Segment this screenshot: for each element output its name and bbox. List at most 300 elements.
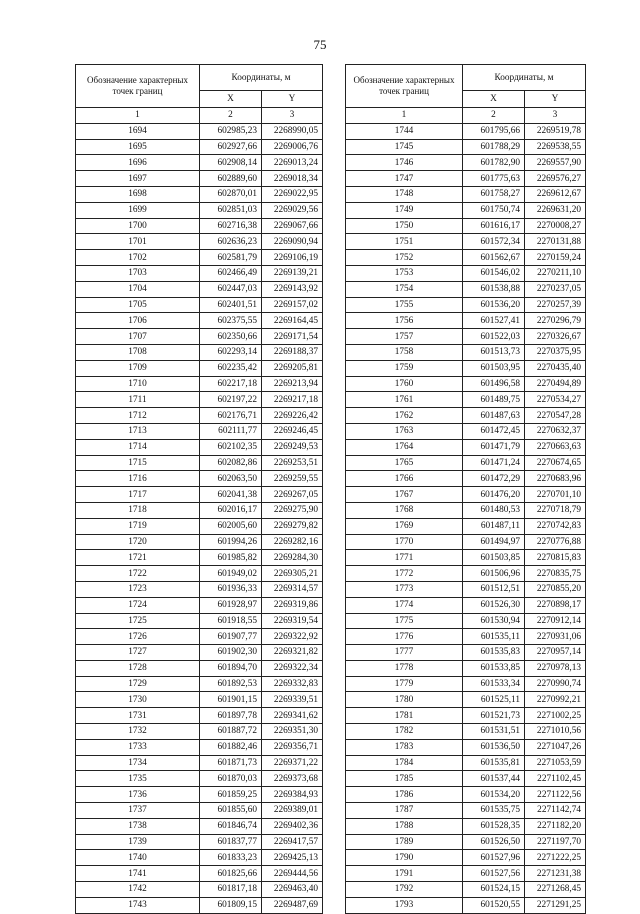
table-row (76, 534, 323, 550)
x-coordinate-cell: 601524,15 (463, 882, 525, 898)
point-id-cell: 1706 (76, 313, 200, 329)
point-id-cell: 1708 (76, 344, 200, 360)
point-id-cell: 1792 (346, 882, 463, 898)
y-coordinate-cell: 2270957,14 (525, 645, 586, 661)
point-id-cell: 1709 (76, 360, 200, 376)
x-coordinate-cell: 602082,86 (200, 455, 262, 471)
point-id-cell: 1720 (76, 534, 200, 550)
table-row (346, 439, 586, 455)
x-coordinate-cell: 601503,85 (463, 550, 525, 566)
table-row (346, 360, 586, 376)
table-row (76, 708, 323, 724)
point-id-cell: 1714 (76, 439, 200, 455)
y-coordinate-cell: 2269341,62 (262, 708, 323, 724)
x-coordinate-cell: 602176,71 (200, 408, 262, 424)
y-coordinate-cell: 2269417,57 (262, 834, 323, 850)
point-id-cell: 1727 (76, 645, 200, 661)
x-coordinate-cell: 601809,15 (200, 897, 262, 913)
table-row (76, 202, 323, 218)
y-coordinate-cell: 2271102,45 (525, 771, 586, 787)
x-coordinate-cell: 601825,66 (200, 866, 262, 882)
point-id-cell: 1695 (76, 139, 200, 155)
table-row (346, 803, 586, 819)
table-row (346, 629, 586, 645)
table-row (346, 265, 586, 281)
y-coordinate-cell: 2270855,20 (525, 581, 586, 597)
table-row (76, 897, 323, 913)
point-id-cell: 1771 (346, 550, 463, 566)
table-row (346, 234, 586, 250)
table-row (76, 866, 323, 882)
table-row (76, 218, 323, 234)
table-row (346, 155, 586, 171)
x-coordinate-cell: 601538,88 (463, 281, 525, 297)
x-coordinate-cell: 602111,77 (200, 423, 262, 439)
point-id-cell: 1748 (346, 186, 463, 202)
table-row (76, 234, 323, 250)
point-id-cell: 1715 (76, 455, 200, 471)
x-coordinate-cell: 601494,97 (463, 534, 525, 550)
x-coordinate-cell: 601522,03 (463, 329, 525, 345)
point-id-cell: 1767 (346, 487, 463, 503)
x-coordinate-cell: 602985,23 (200, 123, 262, 139)
point-id-cell: 1787 (346, 803, 463, 819)
point-id-cell: 1738 (76, 818, 200, 834)
x-coordinate-cell: 602927,66 (200, 139, 262, 155)
table-row (76, 313, 323, 329)
x-coordinate-cell: 602375,55 (200, 313, 262, 329)
point-id-cell: 1747 (346, 171, 463, 187)
table-row (76, 724, 323, 740)
table-row (346, 344, 586, 360)
x-coordinate-cell: 601533,34 (463, 676, 525, 692)
point-id-cell: 1697 (76, 171, 200, 187)
y-coordinate-cell: 2269139,21 (262, 265, 323, 281)
x-coordinate-cell: 601534,20 (463, 787, 525, 803)
x-coordinate-cell: 602293,14 (200, 344, 262, 360)
y-coordinate-cell: 2269322,92 (262, 629, 323, 645)
table-row (76, 392, 323, 408)
point-id-cell: 1750 (346, 218, 463, 234)
table-row (346, 566, 586, 582)
point-id-cell: 1736 (76, 787, 200, 803)
x-coordinate-cell: 602716,38 (200, 218, 262, 234)
table-row (76, 645, 323, 661)
x-coordinate-cell: 601535,11 (463, 629, 525, 645)
x-coordinate-cell: 601837,77 (200, 834, 262, 850)
x-coordinate-cell: 602581,79 (200, 250, 262, 266)
point-id-cell: 1749 (346, 202, 463, 218)
x-coordinate-cell: 602889,60 (200, 171, 262, 187)
header-col-index: 2 (200, 108, 262, 124)
x-coordinate-cell: 602401,51 (200, 297, 262, 313)
y-coordinate-cell: 2269157,02 (262, 297, 323, 313)
x-coordinate-cell: 601928,97 (200, 597, 262, 613)
x-coordinate-cell: 601487,11 (463, 518, 525, 534)
y-coordinate-cell: 2270992,21 (525, 692, 586, 708)
point-id-cell: 1710 (76, 376, 200, 392)
header-x: X (463, 91, 525, 108)
table-row (76, 439, 323, 455)
point-id-cell: 1775 (346, 613, 463, 629)
point-id-cell: 1722 (76, 566, 200, 582)
x-coordinate-cell: 602197,22 (200, 392, 262, 408)
table-row (76, 265, 323, 281)
y-coordinate-cell: 2269029,56 (262, 202, 323, 218)
y-coordinate-cell: 2270835,75 (525, 566, 586, 582)
y-coordinate-cell: 2270674,65 (525, 455, 586, 471)
x-coordinate-cell: 601535,75 (463, 803, 525, 819)
y-coordinate-cell: 2271182,20 (525, 818, 586, 834)
table-row (76, 755, 323, 771)
y-coordinate-cell: 2270742,83 (525, 518, 586, 534)
x-coordinate-cell: 601907,77 (200, 629, 262, 645)
point-id-cell: 1717 (76, 487, 200, 503)
point-id-cell: 1718 (76, 502, 200, 518)
x-coordinate-cell: 601525,11 (463, 692, 525, 708)
point-id-cell: 1765 (346, 455, 463, 471)
table-row (76, 344, 323, 360)
x-coordinate-cell: 601616,17 (463, 218, 525, 234)
table-row (76, 297, 323, 313)
table-row (346, 281, 586, 297)
y-coordinate-cell: 2269463,40 (262, 882, 323, 898)
point-id-cell: 1772 (346, 566, 463, 582)
table-row (346, 897, 586, 913)
y-coordinate-cell: 2270435,40 (525, 360, 586, 376)
point-id-cell: 1752 (346, 250, 463, 266)
y-coordinate-cell: 2271268,45 (525, 882, 586, 898)
x-coordinate-cell: 601530,94 (463, 613, 525, 629)
point-id-cell: 1742 (76, 882, 200, 898)
table-row (76, 455, 323, 471)
y-coordinate-cell: 2269226,42 (262, 408, 323, 424)
point-id-cell: 1733 (76, 739, 200, 755)
table-row (76, 818, 323, 834)
x-coordinate-cell: 601897,78 (200, 708, 262, 724)
table-row (346, 186, 586, 202)
header-x: X (200, 91, 262, 108)
point-id-cell: 1768 (346, 502, 463, 518)
x-coordinate-cell: 602235,42 (200, 360, 262, 376)
y-coordinate-cell: 2269576,27 (525, 171, 586, 187)
x-coordinate-cell: 601795,66 (463, 123, 525, 139)
x-coordinate-cell: 601528,35 (463, 818, 525, 834)
table-row (346, 708, 586, 724)
point-id-cell: 1756 (346, 313, 463, 329)
y-coordinate-cell: 2270898,17 (525, 597, 586, 613)
table-row (76, 692, 323, 708)
y-coordinate-cell: 2269321,82 (262, 645, 323, 661)
y-coordinate-cell: 2270683,96 (525, 471, 586, 487)
point-id-cell: 1786 (346, 787, 463, 803)
x-coordinate-cell: 601512,51 (463, 581, 525, 597)
table-row (76, 629, 323, 645)
header-coords-label: Координаты, м (200, 65, 323, 91)
y-coordinate-cell: 2269275,90 (262, 502, 323, 518)
point-id-cell: 1744 (346, 123, 463, 139)
x-coordinate-cell: 601496,58 (463, 376, 525, 392)
table-row (346, 739, 586, 755)
x-coordinate-cell: 601526,30 (463, 597, 525, 613)
y-coordinate-cell: 2269022,95 (262, 186, 323, 202)
x-coordinate-cell: 601788,29 (463, 139, 525, 155)
header-col-index: 1 (346, 108, 463, 124)
point-id-cell: 1703 (76, 265, 200, 281)
x-coordinate-cell: 601471,79 (463, 439, 525, 455)
point-id-cell: 1790 (346, 850, 463, 866)
y-coordinate-cell: 2269249,53 (262, 439, 323, 455)
x-coordinate-cell: 601537,44 (463, 771, 525, 787)
point-id-cell: 1711 (76, 392, 200, 408)
y-coordinate-cell: 2269538,55 (525, 139, 586, 155)
table-row (346, 818, 586, 834)
x-coordinate-cell: 602005,60 (200, 518, 262, 534)
point-id-cell: 1761 (346, 392, 463, 408)
y-coordinate-cell: 2271010,56 (525, 724, 586, 740)
header-y: Y (525, 91, 586, 108)
point-id-cell: 1741 (76, 866, 200, 882)
x-coordinate-cell: 601546,02 (463, 265, 525, 281)
table-row (346, 645, 586, 661)
point-id-cell: 1725 (76, 613, 200, 629)
y-coordinate-cell: 2269402,36 (262, 818, 323, 834)
table-row (346, 866, 586, 882)
point-id-cell: 1729 (76, 676, 200, 692)
point-id-cell: 1713 (76, 423, 200, 439)
y-coordinate-cell: 2271197,70 (525, 834, 586, 850)
table-row (346, 455, 586, 471)
point-id-cell: 1739 (76, 834, 200, 850)
table-row (76, 803, 323, 819)
x-coordinate-cell: 601526,50 (463, 834, 525, 850)
x-coordinate-cell: 602908,14 (200, 155, 262, 171)
table-row (76, 739, 323, 755)
table-row (76, 376, 323, 392)
header-point-label: Обозначение характерных точек границ (76, 65, 200, 108)
table-body-right (346, 123, 586, 913)
x-coordinate-cell: 601521,73 (463, 708, 525, 724)
table-row (346, 250, 586, 266)
point-id-cell: 1743 (76, 897, 200, 913)
point-id-cell: 1793 (346, 897, 463, 913)
y-coordinate-cell: 2271047,26 (525, 739, 586, 755)
x-coordinate-cell: 601472,45 (463, 423, 525, 439)
x-coordinate-cell: 601535,81 (463, 755, 525, 771)
x-coordinate-cell: 602102,35 (200, 439, 262, 455)
y-coordinate-cell: 2269384,93 (262, 787, 323, 803)
x-coordinate-cell: 601892,53 (200, 676, 262, 692)
table-row (76, 329, 323, 345)
y-coordinate-cell: 2270776,88 (525, 534, 586, 550)
point-id-cell: 1699 (76, 202, 200, 218)
header-col-index: 1 (76, 108, 200, 124)
point-id-cell: 1737 (76, 803, 200, 819)
table-row (346, 376, 586, 392)
table-row (76, 882, 323, 898)
x-coordinate-cell: 601918,55 (200, 613, 262, 629)
point-id-cell: 1723 (76, 581, 200, 597)
y-coordinate-cell: 2269319,54 (262, 613, 323, 629)
x-coordinate-cell: 601513,73 (463, 344, 525, 360)
table-row (346, 408, 586, 424)
point-id-cell: 1719 (76, 518, 200, 534)
y-coordinate-cell: 2269164,45 (262, 313, 323, 329)
table-row (346, 550, 586, 566)
table-row (346, 329, 586, 345)
y-coordinate-cell: 2269284,30 (262, 550, 323, 566)
table-row (76, 250, 323, 266)
y-coordinate-cell: 2269444,56 (262, 866, 323, 882)
table-body-left (76, 123, 323, 913)
x-coordinate-cell: 601936,33 (200, 581, 262, 597)
point-id-cell: 1757 (346, 329, 463, 345)
point-id-cell: 1785 (346, 771, 463, 787)
x-coordinate-cell: 601902,30 (200, 645, 262, 661)
header-point-label: Обозначение характерных точек границ (346, 65, 463, 108)
y-coordinate-cell: 2271291,25 (525, 897, 586, 913)
point-id-cell: 1788 (346, 818, 463, 834)
table-row (346, 518, 586, 534)
x-coordinate-cell: 601846,74 (200, 818, 262, 834)
y-coordinate-cell: 2269267,05 (262, 487, 323, 503)
header-col-index: 2 (463, 108, 525, 124)
x-coordinate-cell: 601985,82 (200, 550, 262, 566)
y-coordinate-cell: 2269314,57 (262, 581, 323, 597)
point-id-cell: 1704 (76, 281, 200, 297)
table-row (76, 155, 323, 171)
point-id-cell: 1755 (346, 297, 463, 313)
y-coordinate-cell: 2269217,18 (262, 392, 323, 408)
table-row (76, 471, 323, 487)
table-row (346, 171, 586, 187)
table-row (346, 787, 586, 803)
table-row (76, 850, 323, 866)
x-coordinate-cell: 601782,90 (463, 155, 525, 171)
table-row (346, 297, 586, 313)
y-coordinate-cell: 2271002,25 (525, 708, 586, 724)
x-coordinate-cell: 602870,01 (200, 186, 262, 202)
x-coordinate-cell: 602063,50 (200, 471, 262, 487)
y-coordinate-cell: 2271053,59 (525, 755, 586, 771)
point-id-cell: 1770 (346, 534, 463, 550)
x-coordinate-cell: 601533,85 (463, 660, 525, 676)
point-id-cell: 1745 (346, 139, 463, 155)
x-coordinate-cell: 601472,29 (463, 471, 525, 487)
x-coordinate-cell: 601503,95 (463, 360, 525, 376)
y-coordinate-cell: 2270326,67 (525, 329, 586, 345)
table-row (76, 139, 323, 155)
table-row (346, 660, 586, 676)
table-row (346, 850, 586, 866)
y-coordinate-cell: 2270494,89 (525, 376, 586, 392)
point-id-cell: 1763 (346, 423, 463, 439)
table-row (346, 755, 586, 771)
x-coordinate-cell: 601775,63 (463, 171, 525, 187)
point-id-cell: 1782 (346, 724, 463, 740)
x-coordinate-cell: 601536,20 (463, 297, 525, 313)
y-coordinate-cell: 2269319,86 (262, 597, 323, 613)
y-coordinate-cell: 2269631,20 (525, 202, 586, 218)
table-row (346, 692, 586, 708)
x-coordinate-cell: 601527,96 (463, 850, 525, 866)
table-row (76, 281, 323, 297)
header-y: Y (262, 91, 323, 108)
point-id-cell: 1774 (346, 597, 463, 613)
point-id-cell: 1777 (346, 645, 463, 661)
coordinates-table-left (75, 64, 323, 914)
y-coordinate-cell: 2270211,10 (525, 265, 586, 281)
y-coordinate-cell: 2269253,51 (262, 455, 323, 471)
header-coords-label: Координаты, м (463, 65, 586, 91)
point-id-cell: 1784 (346, 755, 463, 771)
table-row (76, 834, 323, 850)
x-coordinate-cell: 601562,67 (463, 250, 525, 266)
y-coordinate-cell: 2269188,37 (262, 344, 323, 360)
x-coordinate-cell: 601531,51 (463, 724, 525, 740)
y-coordinate-cell: 2270912,14 (525, 613, 586, 629)
table-row (76, 408, 323, 424)
point-id-cell: 1791 (346, 866, 463, 882)
table-row (346, 218, 586, 234)
y-coordinate-cell: 2270815,83 (525, 550, 586, 566)
y-coordinate-cell: 2269487,69 (262, 897, 323, 913)
table-row (346, 313, 586, 329)
table-row (76, 123, 323, 139)
y-coordinate-cell: 2269090,94 (262, 234, 323, 250)
x-coordinate-cell: 601901,15 (200, 692, 262, 708)
y-coordinate-cell: 2269205,81 (262, 360, 323, 376)
header-col-index: 3 (262, 108, 323, 124)
y-coordinate-cell: 2270547,28 (525, 408, 586, 424)
y-coordinate-cell: 2269013,24 (262, 155, 323, 171)
point-id-cell: 1780 (346, 692, 463, 708)
x-coordinate-cell: 601855,60 (200, 803, 262, 819)
point-id-cell: 1783 (346, 739, 463, 755)
point-id-cell: 1753 (346, 265, 463, 281)
table-row (346, 502, 586, 518)
y-coordinate-cell: 2269356,71 (262, 739, 323, 755)
y-coordinate-cell: 2269143,92 (262, 281, 323, 297)
y-coordinate-cell: 2269519,78 (525, 123, 586, 139)
y-coordinate-cell: 2270632,37 (525, 423, 586, 439)
point-id-cell: 1754 (346, 281, 463, 297)
point-id-cell: 1773 (346, 581, 463, 597)
point-id-cell: 1758 (346, 344, 463, 360)
y-coordinate-cell: 2269612,67 (525, 186, 586, 202)
table-row (76, 787, 323, 803)
table-row (76, 518, 323, 534)
table-row (76, 566, 323, 582)
x-coordinate-cell: 601487,63 (463, 408, 525, 424)
x-coordinate-cell: 601750,74 (463, 202, 525, 218)
y-coordinate-cell: 2269006,76 (262, 139, 323, 155)
point-id-cell: 1724 (76, 597, 200, 613)
x-coordinate-cell: 601536,50 (463, 739, 525, 755)
x-coordinate-cell: 602447,03 (200, 281, 262, 297)
point-id-cell: 1732 (76, 724, 200, 740)
y-coordinate-cell: 2269171,54 (262, 329, 323, 345)
table-row (76, 676, 323, 692)
x-coordinate-cell: 601859,25 (200, 787, 262, 803)
table-row (346, 581, 586, 597)
table-row (346, 471, 586, 487)
point-id-cell: 1701 (76, 234, 200, 250)
point-id-cell: 1707 (76, 329, 200, 345)
x-coordinate-cell: 602016,17 (200, 502, 262, 518)
point-id-cell: 1759 (346, 360, 463, 376)
y-coordinate-cell: 2270375,95 (525, 344, 586, 360)
